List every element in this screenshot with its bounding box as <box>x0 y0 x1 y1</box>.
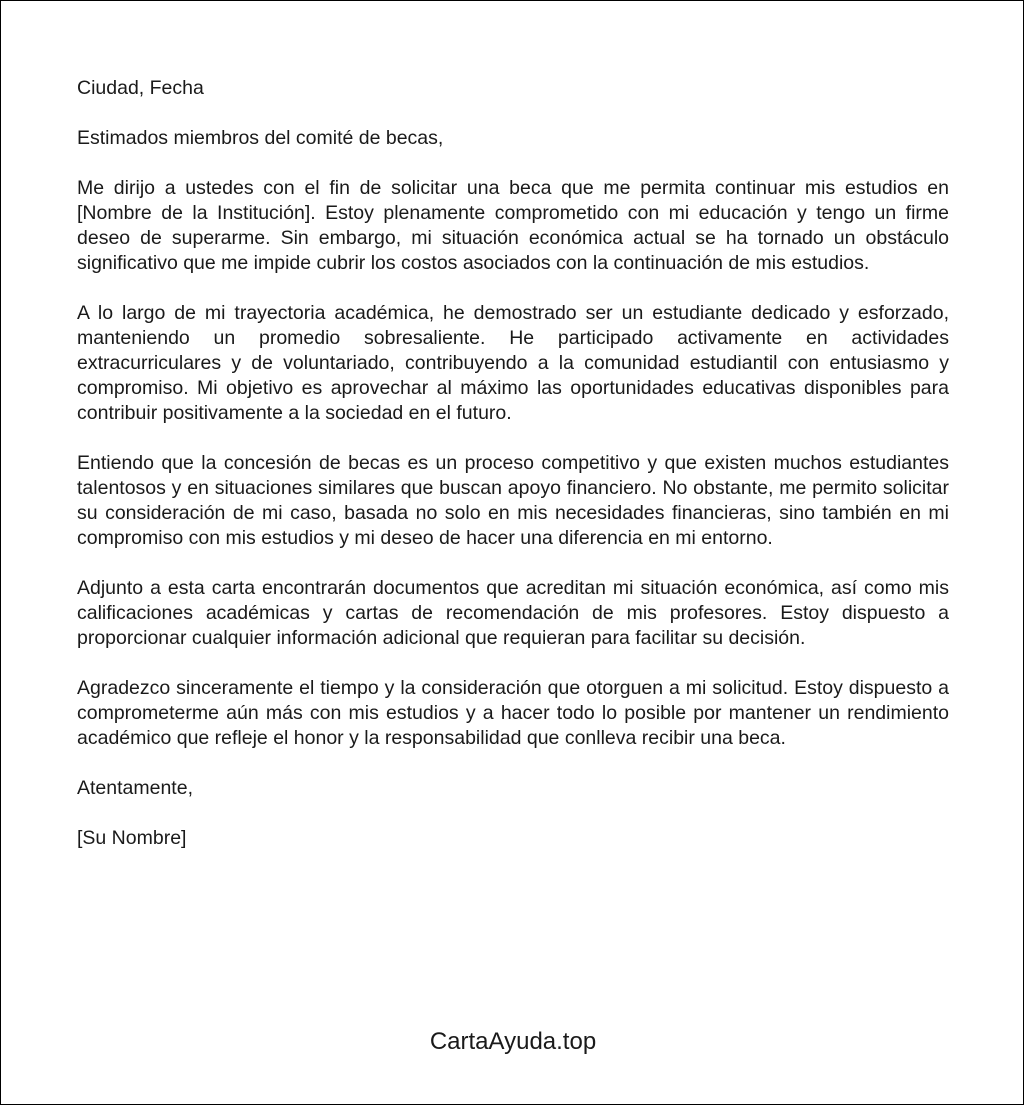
signature: [Su Nombre] <box>77 827 187 849</box>
salutation: Estimados miembros del comité de becas, <box>77 127 444 149</box>
closing: Atentamente, <box>77 777 193 799</box>
paragraph-background: A lo largo de mi trayectoria académica, he demostrado ser un estudiante dedicado y esforzado, manteniendo un promedio sobresaliente. He participado activamente en actividades extracurriculares y de voluntariado, contribuyendo a la comunidad estudiantil con entusiasmo y compromiso. Mi objetivo es aprovechar al máximo las oportunidades educativas disponibles para contribuir positivamente a la sociedad en el futuro. <box>77 302 949 424</box>
site-watermark: CartaAyuda.top <box>429 1028 597 1055</box>
place-date: Ciudad, Fecha <box>77 77 204 99</box>
paragraph-request: Me dirijo a ustedes con el fin de solicitar una beca que me permita continuar mis estudios en [Nombre de la Institución]. Estoy plenamente comprometido con mi educación y tengo un firme deseo de superarme. Sin embargo, mi situación económica actual se ha tornado un obstáculo significativo que me impide cubrir los costos asociados con la continuación de mis estudios. <box>77 177 949 274</box>
paragraph-consideration: Entiendo que la concesión de becas es un proceso competitivo y que existen muchos estudiantes talentosos y en situaciones similares que buscan apoyo financiero. No obstante, me permito solicitar su consideración de mi caso, basada no solo en mis necesidades financieras, sino también en mi compromiso con mis estudios y mi deseo de hacer una diferencia en mi entorno. <box>77 452 949 549</box>
letter-body <box>77 76 949 876</box>
paragraph-thanks: Agradezco sinceramente el tiempo y la consideración que otorguen a mi solicitud. Estoy dispuesto a comprometerme aún más con mis estudios y a hacer todo lo posible por mantener un rendimiento académico que refleje el honor y la responsabilidad que conlleva recibir una beca. <box>77 677 949 749</box>
paragraph-attachments: Adjunto a esta carta encontrarán documentos que acreditan mi situación económica, así como mis calificaciones académicas y cartas de recomendación de mis profesores. Estoy dispuesto a proporcionar cualquier información adicional que requieran para facilitar su decisión. <box>77 577 949 649</box>
